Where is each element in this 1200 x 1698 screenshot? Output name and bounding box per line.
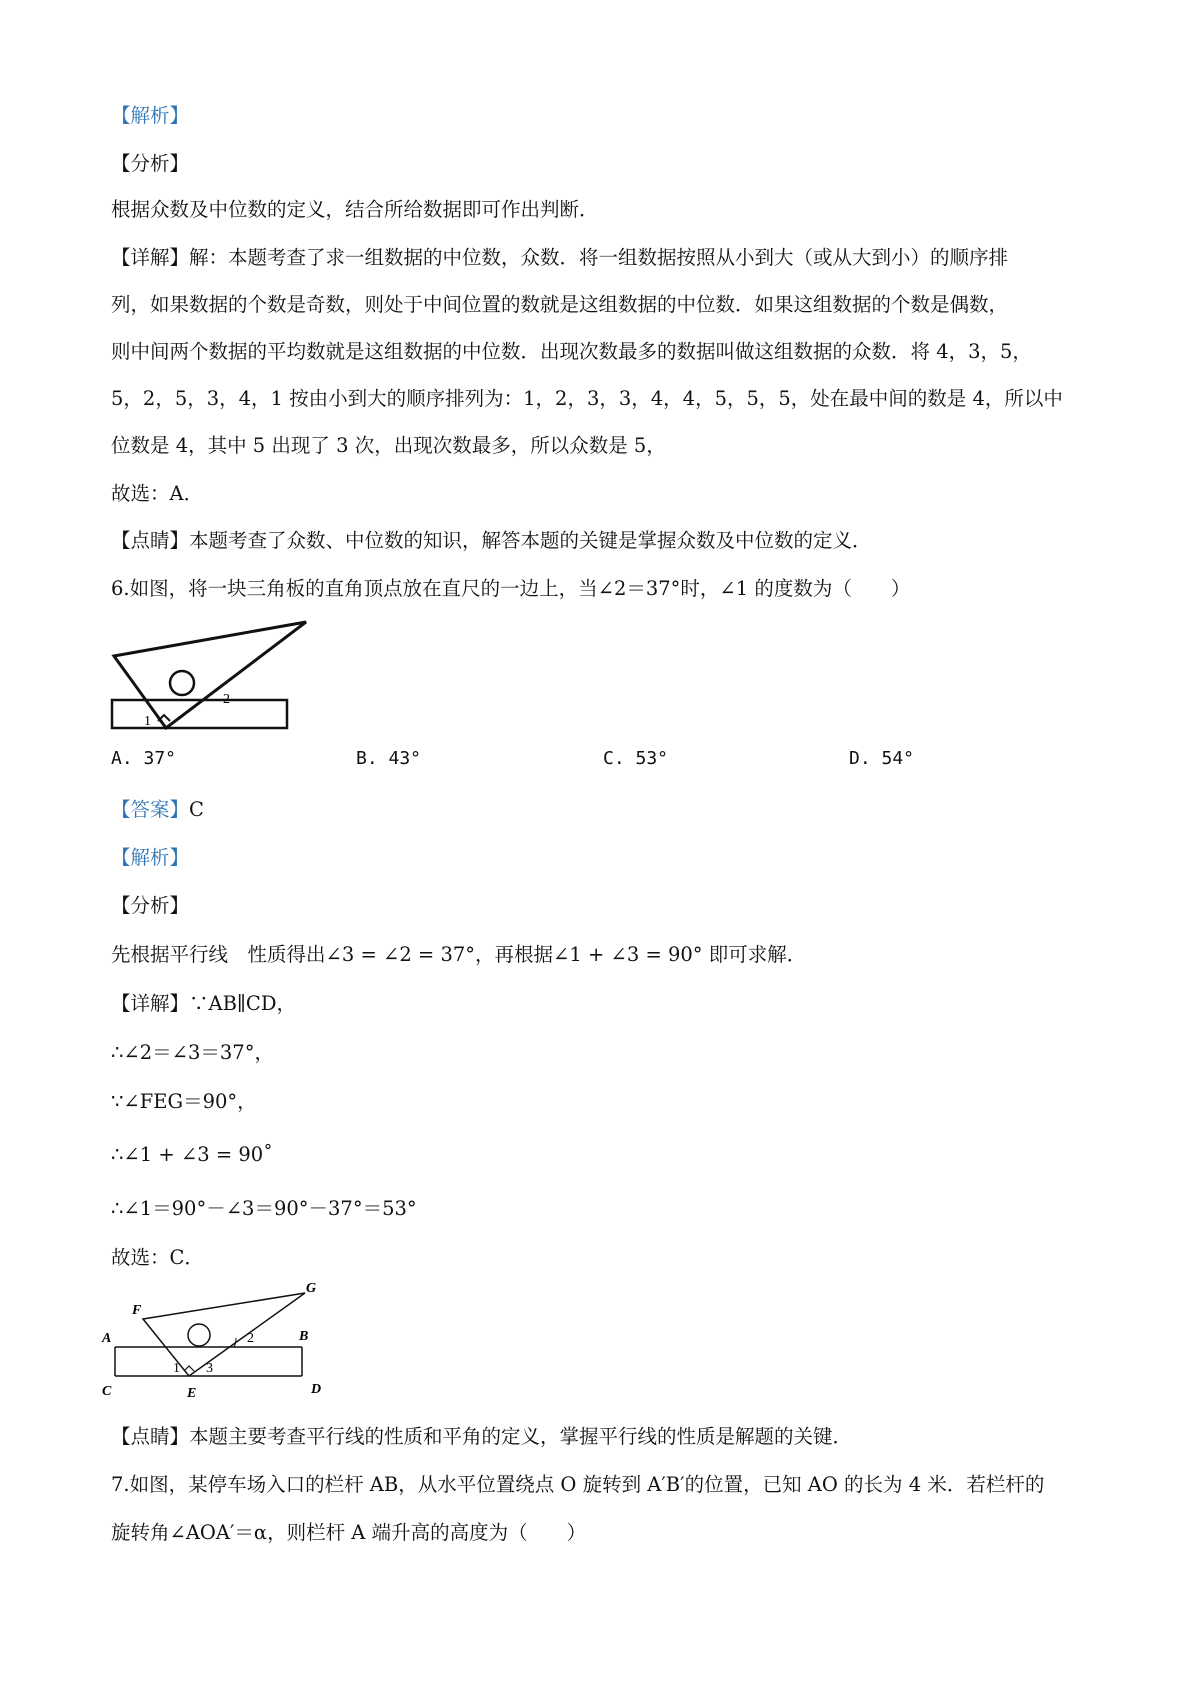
detail-line: 【详解】解：本题考查了求一组数据的中位数，众数．将一组数据按照从小到大（或从大到小）的顺序排 [111,246,1009,269]
answer-value: C [189,798,204,821]
analysis-text: 根据众数及中位数的定义，结合所给数据即可作出判断． [111,198,599,221]
solution-step: 【详解】∵AB∥CD， [111,992,296,1015]
solution-step: ∵∠FEG＝90°， [111,1090,257,1113]
point-e-label: E [187,1386,197,1401]
point-d-label: D [311,1382,322,1397]
angle-2-label: 2 [247,1331,254,1346]
solution-step: ∴∠2＝∠3＝37°， [111,1041,274,1064]
analysis-subtag: 【分析】 [111,894,190,917]
option-d: D. 54° [849,748,915,769]
point-b-label: B [299,1329,309,1344]
q6-figure-ruler-triangle [110,615,325,733]
angle-1-label: 1 [173,1361,180,1376]
analysis-text: 先根据平行线 性质得出∠3 = ∠2 = 37°，再根据∠1 + ∠3 = 90° 即可求解． [111,943,807,966]
detail-line: 列，如果数据的个数是奇数，则处于中间位置的数就是这组数据的中位数．如果这组数据的个数是偶数， [111,293,1009,316]
detail-line: 则中间两个数据的平均数就是这组数据的中位数．出现次数最多的数据叫做这组数据的众数．将 4，3，5， [111,340,1032,363]
detail-line: 5，2，5，3，4，1 按由小到大的顺序排列为：1，2，3，3，4，4，5，5，5，处在最中间的数是 4，所以中 [111,387,1063,410]
analysis-tag: 【解析】 [111,846,190,869]
solution-step: ∴∠1＝90°－∠3＝90°－37°＝53° [111,1197,417,1220]
answer-line [111,797,204,823]
option-c: C. 53° [603,748,669,769]
option-a: A. 37° [111,748,177,769]
angle-3-label: 3 [206,1361,213,1376]
option-b: B. 43° [356,748,422,769]
answer-tag: 【答案】 [111,798,190,821]
question-6-stem: 6.如图，将一块三角板的直角顶点放在直尺的一边上，当∠2＝37°时，∠1 的度数为（ ） [111,577,911,600]
angle-1-label: 1 [144,714,151,729]
question-7-stem-line: 旋转角∠AOA′＝α，则栏杆 A 端升高的高度为（ ） [111,1521,587,1544]
analysis-tag: 【解析】 [111,104,190,127]
detail-line: 位数是 4，其中 5 出现了 3 次，出现次数最多，所以众数是 5， [111,434,666,457]
point-f-label: F [132,1303,142,1318]
point-c-label: C [102,1384,112,1399]
solution-step: ∴∠1 + ∠3 = 90˚ [111,1143,273,1166]
choice-conclusion: 故选：A． [111,482,204,505]
q6-solution-figure [100,1280,330,1405]
question-7-stem-line: 7.如图，某停车场入口的栏杆 AB，从水平位置绕点 O 旋转到 A′B′的位置，已知 AO 的长为 4 米．若栏杆的 [111,1473,1045,1496]
comment: 【点睛】本题考查了众数、中位数的知识，解答本题的关键是掌握众数及中位数的定义． [111,529,872,552]
analysis-subtag: 【分析】 [111,152,190,175]
angle-2-label: 2 [223,692,230,707]
point-g-label: G [306,1281,317,1296]
point-a-label: A [102,1331,112,1346]
comment: 【点睛】本题主要考查平行线的性质和平角的定义，掌握平行线的性质是解题的关键． [111,1425,853,1448]
choice-conclusion: 故选：C． [111,1246,204,1269]
